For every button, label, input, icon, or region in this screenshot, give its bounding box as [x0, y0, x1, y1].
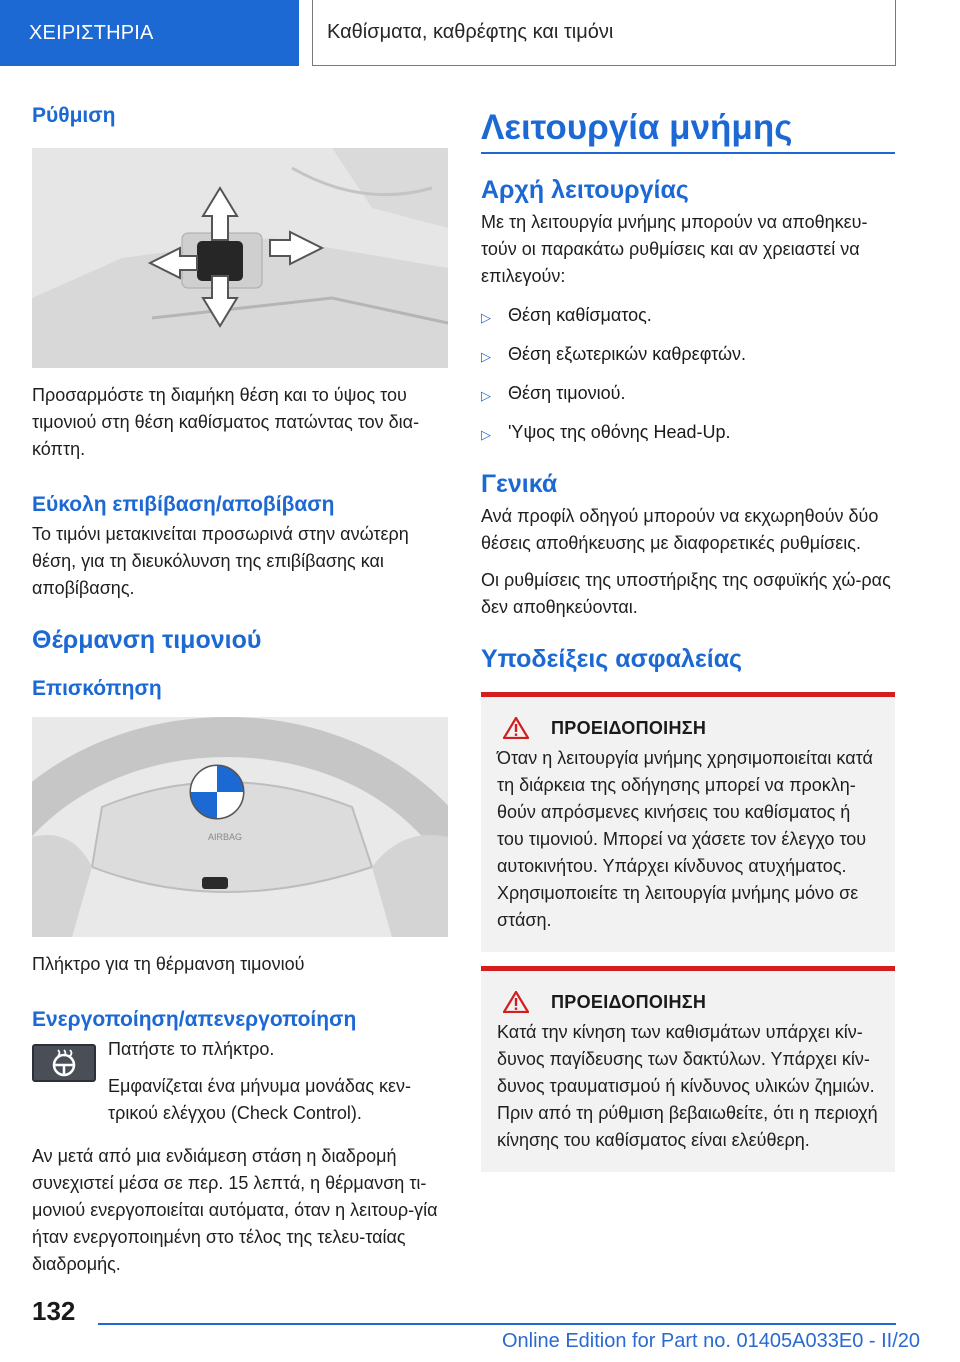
- footer-edition: Online Edition for Part no. 01405A033E0 - II/20: [501, 1330, 920, 1352]
- warning-box-2: [481, 966, 895, 1172]
- safety-heading: Υποδείξεις ασφαλείας: [481, 645, 743, 673]
- general-heading: Γενικά: [481, 470, 558, 498]
- warning-text-1: Όταν η λειτουργία μνήμης χρησιμοποιείται κατά τη διάρκεια της οδήγησης μπορεί να προκλη-θούν απρόσμενες κινήσεις του καθίσματος ή του τιμονιού. Μπορεί να χάσετε τον έλεγχο του αυτοκινήτου. Υπάρχει κίνδυνος ατυχήματος. Χρησιμοποιείτε τη λειτουργία μνήμης μόνο σε στάση.: [497, 748, 873, 930]
- press-block: [32, 1036, 448, 1127]
- list-item: ▷ Θέση τιμονιού.: [481, 380, 895, 409]
- triangle-bullet-icon: ▷: [481, 310, 491, 325]
- message-text-content: Εμφανίζεται ένα μήνυμα μονάδας κεν-τρικού ελέγχου (Check Control).: [108, 1076, 412, 1123]
- triangle-bullet-icon: ▷: [481, 388, 491, 403]
- heating-heading: Θέρμανση τιμονιού: [32, 626, 262, 654]
- triangle-bullet-icon: ▷: [481, 427, 491, 442]
- warning-box-1: [481, 692, 895, 952]
- onoff-heading: Ενεργοποίηση/απενεργοποίηση: [32, 1008, 357, 1031]
- overview-heading: Επισκόπηση: [32, 677, 162, 700]
- auto-heating-text: Αν μετά από μια ενδιάμεση στάση η διαδρομή συνεχιστεί μέσα σε περ. 15 λεπτά, η θέρμανση τι-μονιού ενεργοποιείται αυτόματα, όταν η λειτουρ-γία ήταν ενεργοποιημένη στο τέλος της τελευ-ταίας διαδρομής.: [32, 1146, 438, 1274]
- steering-wheel-heat-icon: [34, 1046, 94, 1080]
- section-tab: ΧΕΙΡΙΣΤΗΡΙΑ: [0, 0, 299, 66]
- list-item: ▷ 'Υψος της οθόνης Head-Up.: [481, 419, 895, 448]
- adjust-text: Προσαρμόστε τη διαμήκη θέση και το ύψος του τιμονιού στη θέση καθίσματος πατώντας τον δια-κόπτη.: [32, 385, 420, 459]
- warning-triangle-icon: [503, 717, 529, 739]
- triangle-bullet-icon: ▷: [481, 349, 491, 364]
- chapter-title: Καθίσματα, καθρέφτης και τιμόνι: [312, 0, 896, 66]
- warning-title-1: ΠΡΟΕΙΔΟΠΟΙΗΣΗ: [497, 717, 879, 739]
- page-number: 132: [32, 1296, 76, 1326]
- steering-switch-image: [32, 148, 448, 368]
- memory-heading: Λειτουργία μνήμης: [481, 108, 793, 147]
- adjust-heading: Ρύθμιση: [32, 104, 116, 127]
- steering-wheel-image: [32, 717, 448, 937]
- memory-heading-rule: [481, 152, 895, 154]
- airbag-label: AIRBAG: [208, 832, 243, 842]
- warning-text-2: Κατά την κίνηση των καθισμάτων υπάρχει κίν-δυνος παγίδευσης των δακτύλων. Υπάρχει κίν-δυνος τραυματισμού ή κίνδυνος υλικών ζημιών. Πριν από τη ρύθμιση βεβαιωθείτε, ότι η περιοχή κίνησης του καθίσματος είναι ελεύθερη.: [497, 1022, 878, 1150]
- warning-title-2: ΠΡΟΕΙΔΟΠΟΙΗΣΗ: [497, 991, 879, 1013]
- left-column: [32, 96, 448, 1278]
- general-text-2: Οι ρυθμίσεις της υποστήριξης της οσφυϊκής χώ-ρας δεν αποθηκεύονται.: [481, 570, 891, 617]
- footer-rule: [98, 1323, 896, 1325]
- principle-heading: Αρχή λειτουργίας: [481, 176, 689, 204]
- list-item: ▷ Θέση καθίσματος.: [481, 302, 895, 331]
- principle-text: Με τη λειτουργία μνήμης μπορούν να αποθηκευ-τούν οι παρακάτω ρυθμίσεις και αν χρειαστεί να επιλεγούν:: [481, 212, 868, 286]
- right-column: [481, 96, 895, 1172]
- list-item: ▷ Θέση εξωτερικών καθρεφτών.: [481, 341, 895, 370]
- wheel-caption: Πλήκτρο για τη θέρμανση τιμονιού: [32, 954, 305, 974]
- steering-adjust-switch-illustration: [32, 148, 448, 368]
- warning-triangle-icon: [503, 991, 529, 1013]
- memory-bullet-list: [481, 302, 895, 448]
- heating-button: [202, 877, 228, 889]
- page-header: [0, 0, 960, 66]
- steering-heating-button-icon: [32, 1044, 96, 1082]
- steering-wheel-illustration: [32, 717, 448, 937]
- easy-entry-heading: Εύκολη επιβίβαση/αποβίβαση: [32, 493, 335, 516]
- general-text-1: Ανά προφίλ οδηγού μπορούν να εκχωρηθούν δύο θέσεις αποθήκευσης με διαφορετικές ρυθμίσεις.: [481, 506, 879, 553]
- easy-entry-text: Το τιμόνι μετακινείται προσωρινά στην ανώτερη θέση, για τη διευκόλυνση της επιβίβασης και αποβίβασης.: [32, 524, 409, 598]
- press-text: Πατήστε το πλήκτρο.: [108, 1039, 275, 1059]
